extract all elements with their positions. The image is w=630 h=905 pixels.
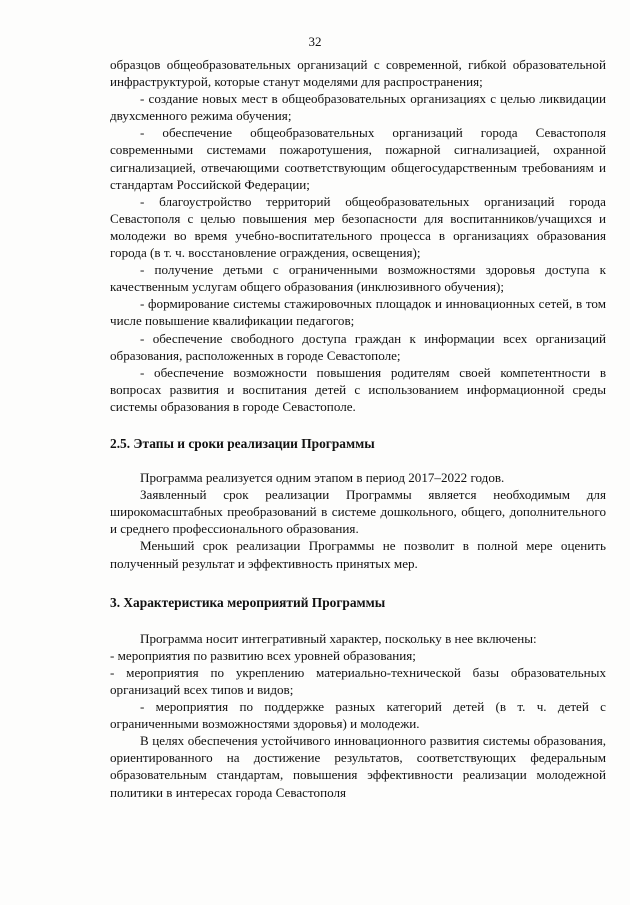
section-heading-measures: 3. Характеристика мероприятий Программы (110, 594, 386, 610)
list-item: - обеспечение свободного доступа граждан к информации всех организаций образования, расположенных в городе Севастополе; (110, 330, 606, 363)
page-content (110, 56, 606, 801)
list-item: - обеспечение общеобразовательных организаций города Севастополя современными системами пожаротушения, пожарной сигнализацией, охранной сигнализацией, отвечающими соответствующим общегосударственным требованиям и стандартам Российской Федерации; (110, 125, 606, 192)
list-item: образцов общеобразовательных организаций с современной, гибкой образовательной инфраструктурой, которые станут моделями для распространения; (110, 57, 606, 90)
list-continuation (110, 56, 606, 415)
paragraph: Программа реализуется одним этапом в период 2017–2022 годов. (140, 470, 505, 486)
list-item: - благоустройство территорий общеобразовательных организаций города Севастополя с целью повышения мер безопасности для воспитанников/учащихся и молодежи во время учебно-воспитательного процесса в организациях образования города (в т. ч. восстановление ограждения, освещения); (110, 193, 606, 261)
page-number: 32 (308, 34, 322, 49)
section-heading-stages: 2.5. Этапы и сроки реализации Программы (110, 435, 375, 451)
section-stages-body (110, 469, 606, 572)
list-item: - мероприятия по развитию всех уровней образования; (110, 647, 416, 663)
list-item: - получение детьми с ограниченными возможностями здоровья доступа к качественным услугам общего образования (инклюзивного обучения); (110, 262, 606, 295)
paragraph: Меньший срок реализации Программы не позволит в полной мере оценить полученный результат и эффективность принятых мер. (110, 538, 606, 571)
list-item: - мероприятия по поддержке разных категорий детей (в т. ч. детей с ограниченными возможностями здоровья) и молодежи. (110, 699, 606, 732)
paragraph: Заявленный срок реализации Программы является необходимым для широкомасштабных преобразований в системе дошкольного, общего, дополнительного и среднего профессионального образования. (110, 487, 606, 537)
list-item: - формирование системы стажировочных площадок и инновационных сетей, в том числе повышение квалификации педагогов; (110, 296, 606, 329)
list-item: - создание новых мест в общеобразовательных организациях с целью ликвидации двухсменного режима обучения; (110, 91, 606, 124)
section-measures-body (110, 630, 606, 801)
paragraph: Программа носит интегративный характер, поскольку в нее включены: (140, 630, 537, 646)
paragraph: В целях обеспечения устойчивого инновационного развития системы образования, ориентированного на достижение результатов, соответствующих федеральным образовательным стандартам, повышения эффективности реализации молодежной политики в интересах города Севастополя (110, 733, 606, 800)
list-item: - обеспечение возможности повышения родителям своей компетентности в вопросах развития и воспитания детей с использованием информационной среды системы образования в городе Севастополе. (110, 364, 606, 414)
list-item: - мероприятия по укреплению материально-технической базы образовательных организаций всех типов и видов; (110, 664, 606, 697)
